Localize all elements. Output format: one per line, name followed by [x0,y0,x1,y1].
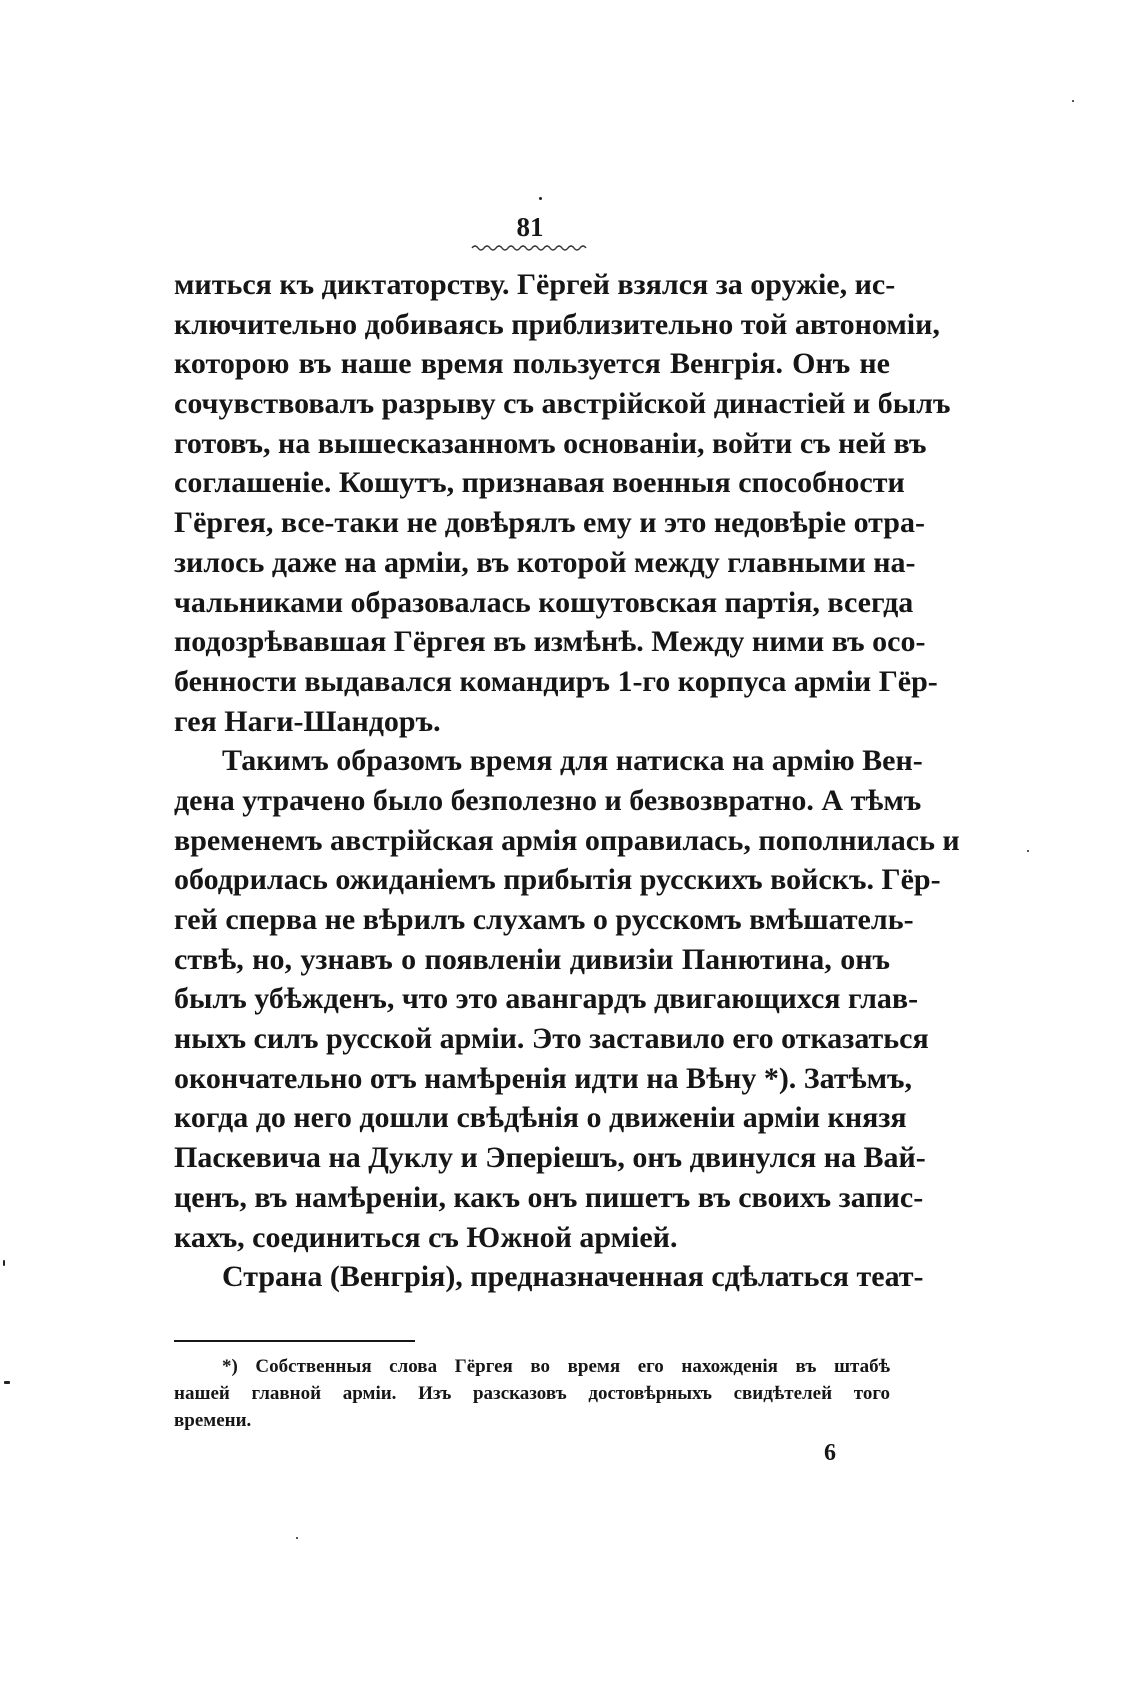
text-line: чальниками образовалась кошутовская партія, всегда [174,585,914,619]
text-line: кахъ, соединиться съ Южной арміей. [174,1220,678,1254]
signature-mark: 6 [824,1440,836,1466]
header-ornament-rule [470,242,590,252]
text-line: сочувствовалъ разрыву съ австрійской династіей и былъ [174,387,951,421]
text-line: Гёргея, все-таки не довѣрялъ ему и это недовѣріе отра- [174,506,925,540]
text-line: миться къ диктаторству. Гёргей взялся за оружіе, ис- [174,268,896,301]
scan-speck [1027,850,1029,852]
text-line: гея Наги-Шандоръ. [174,704,441,738]
text-line: подозрѣвавшая Гёргея въ измѣнѣ. Между ними въ осо- [174,625,926,659]
text-line: былъ убѣжденъ, что это авангардъ двигающихся глав- [174,982,919,1016]
text-line: Такимъ образомъ время для натиска на армію Вен- [222,744,923,778]
text-line: ключительно добиваясь приблизительно той автономіи, [174,307,940,341]
text-line: временемъ австрійская армія оправилась, пополнилась и [174,823,960,857]
text-line: ободрилась ожиданіемъ прибытія русскихъ войскъ. Гёр- [174,863,941,897]
text-line: окончательно отъ намѣренія идти на Вѣну *). Затѣмъ, [174,1061,913,1095]
text-line: Паскевича на Дуклу и Эперіешъ, онъ двинулся на Вай- [174,1141,926,1175]
text-line: которою въ наше время пользуется Венгрія. Онъ не [174,347,890,381]
footnote-line: *) Собственныя слова Гёргея во время его нахожденія въ штабѣ [222,1356,890,1377]
text-line: бенности выдавался командиръ 1-го корпуса арміи Гёр- [174,664,938,698]
text-line: ствѣ, но, узнавъ о появленіи дивизіи Панютина, онъ [174,942,890,976]
footnote-line: нашей главной арміи. Изъ разсказовъ достовѣрныхъ свидѣтелей того [174,1383,890,1404]
text-line: когда до него дошли свѣдѣнія о движеніи арміи князя [174,1101,907,1135]
footnote-line: времени. [174,1410,252,1431]
page-number: 81 [516,212,544,242]
scan-speck [3,1260,5,1266]
body-text [174,265,960,1297]
scan-speck [4,1381,10,1384]
text-line: Страна (Венгрія), предназначенная сдѣлаться теат- [222,1260,924,1294]
text-line: зилось даже на арміи, въ которой между главными на- [174,545,916,579]
text-line: ныхъ силъ русской арміи. Это заставило его отказаться [174,1022,929,1056]
scan-speck [539,197,542,200]
page-header [470,212,590,252]
text-line: гей сперва не вѣрилъ слухамъ о русскомъ вмѣшатель- [174,903,914,936]
text-line: готовъ, на вышесказанномъ основаніи, войти съ ней въ [174,426,927,460]
scan-speck [296,1537,298,1539]
text-line: соглашеніе. Кошутъ, признавая военныя способности [174,466,905,500]
text-line: ценъ, въ намѣреніи, какъ онъ пишетъ въ своихъ запис- [174,1180,924,1214]
footnote [174,1353,890,1434]
text-line: дена утрачено было безполезно и безвозвратно. А тѣмъ [174,783,922,817]
footnote-separator [174,1340,415,1342]
scan-speck [1072,100,1074,102]
